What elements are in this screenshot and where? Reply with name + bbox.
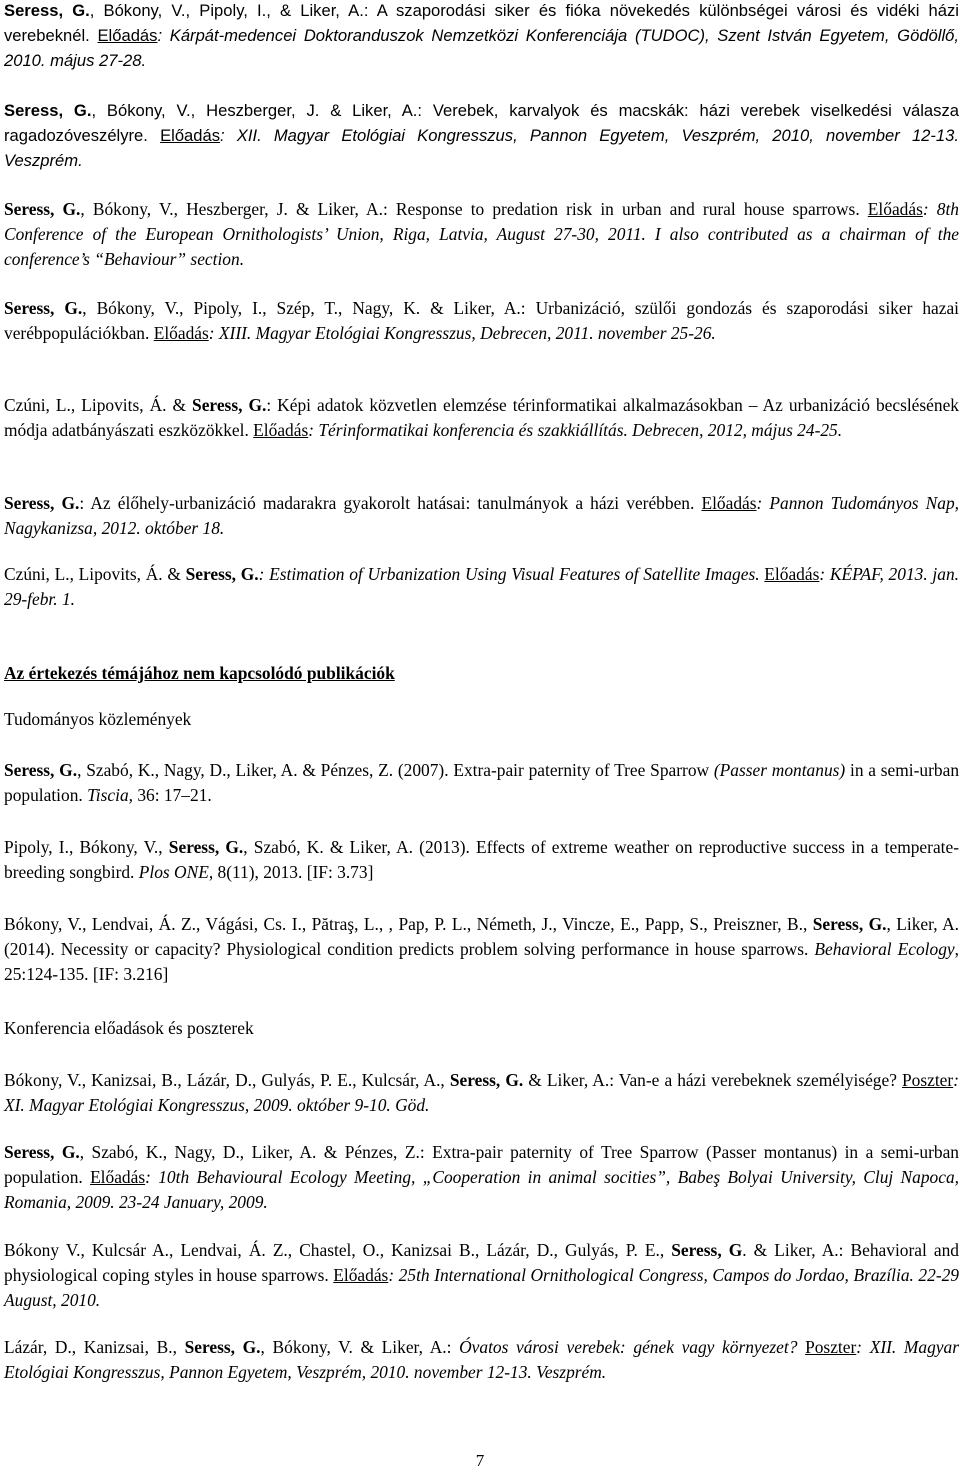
title: : Urbanizáció, szülői gondozás és szaporodási siker hazai verébpopulációkban.: [4, 298, 960, 343]
authors: Bókony, V., Lendvai, Á. Z., Vágási, Cs. I., Pătraş, L., , Pap, P. L., Németh, J., Vincze, E., Papp, S., Preiszner, B.,: [4, 914, 813, 934]
citation: , Bókony, V. & Liker, A.:: [260, 1337, 460, 1357]
author-highlight: Seress, G.: [168, 837, 244, 857]
venue: : 8th Conference of the European Ornithologists’ Union, Riga, Latvia, August 27-30, 2011. I also contributed as a chairman of the conference’s “Behaviour” section.: [4, 199, 959, 269]
venue: : XI. Magyar Etológiai Kongresszus, 2009. október 9-10. Göd.: [4, 1070, 959, 1115]
citation-tail: , 25:124-135. [IF: 3.216]: [4, 939, 959, 984]
journal: Behavioral Ecology: [814, 939, 955, 959]
authors: , Bókony, V., Heszberger, J. & Liker, A.: [80, 199, 383, 219]
citation: . & Liker, A.: Behavioral and physiological coping styles in house sparrows.: [4, 1240, 959, 1285]
citation: in a semi-urban population.: [4, 760, 960, 805]
author-highlight: Seress, G.: [4, 1, 90, 20]
subsection-heading-conferences: Konferencia előadások és poszterek: [4, 1018, 254, 1038]
authors: Czúni, L., Lipovits, Á. &: [4, 564, 186, 584]
reference-entry: [4, 562, 959, 612]
venue: : XII. Magyar Etológiai Kongresszus, Pannon Egyetem, Veszprém, 2010, november 12-13. Veszprém.: [4, 126, 959, 170]
conference-entry: [4, 1140, 959, 1215]
venue: : Térinformatikai konferencia és szakkiállítás. Debrecen, 2012, május 24-25.: [308, 420, 843, 440]
title: : Estimation of Urbanization Using Visual Features of Satellite Images.: [258, 564, 765, 584]
authors: , Bókony, V., Pipoly, I., & Liker, A.: [89, 1, 364, 20]
venue: : Pannon Tudományos Nap, Nagykanizsa, 2012. október 18.: [4, 493, 960, 538]
reference-entry: [4, 491, 959, 541]
conference-entry: [4, 1068, 959, 1118]
reference-entry: [4, 0, 959, 73]
venue: : 10th Behavioural Ecology Meeting, „Cooperation in animal socities”, Babeş Bolyai University, Cluj Napoca, Romania, 2009. 23-24 January, 2009.: [4, 1167, 959, 1212]
author-highlight: Seress, G.: [192, 395, 267, 415]
citation: & Liker, A.: Van-e a házi verebeknek személyisége?: [523, 1070, 902, 1090]
authors: Pipoly, I., Bókony, V.,: [4, 837, 169, 857]
presentation-label: Előadás: [253, 420, 309, 440]
authors: Bókony, V., Kanizsai, B., Lázár, D., Gulyás, P. E., Kulcsár, A.,: [4, 1070, 450, 1090]
conference-entry: [4, 1238, 959, 1313]
reference-entry: [4, 296, 959, 346]
publication-entry: [4, 912, 959, 987]
spacer: [797, 1337, 805, 1357]
conference-entry: [4, 1335, 959, 1385]
authors: Lázár, D., Kanizsai, B.,: [4, 1337, 185, 1357]
venue: : XIII. Magyar Etológiai Kongresszus, Debrecen, 2011. november 25-26.: [208, 323, 716, 343]
publication-entry: [4, 758, 959, 808]
citation: , Szabó, K., Nagy, D., Liker, A. & Pénzes, Z.: Extra-pair paternity of Tree Sparrow (Passer montanus) in a semi-urban population.: [4, 1142, 959, 1187]
title: : Verebek, karvalyok és macskák: házi verebek viselkedési válasza ragadozóveszélyre.: [4, 101, 959, 145]
presentation-label: Előadás: [97, 26, 158, 45]
presentation-label: Előadás: [153, 323, 209, 343]
citation-tail: , 8(11), 2013. [IF: 3.73]: [208, 862, 374, 882]
author-highlight: Seress, G.: [4, 1142, 80, 1162]
reference-entry: [4, 197, 959, 272]
author-highlight: Seress, G.: [812, 914, 887, 934]
citation: , Liker, A. (2014). Necessity or capacity? Physiological condition predicts problem solving performance in house sparrows.: [4, 914, 959, 959]
publication-entry: [4, 835, 959, 885]
journal: Tiscia,: [87, 785, 133, 805]
page-number: 7: [475, 1451, 485, 1470]
citation: , Szabó, K. & Liker, A. (2013). Effects of extreme weather on reproductive success in a temperate-breeding songbird.: [4, 837, 960, 882]
author-highlight: Seress, G.: [449, 1070, 524, 1090]
venue: : XII. Magyar Etológiai Kongresszus, Pannon Egyetem, Veszprém, 2010. november 12-13. Veszprém.: [4, 1337, 959, 1382]
authors: , Bókony, V., Heszberger, J. & Liker, A.: [91, 101, 418, 120]
title: : Response to predation risk in urban and rural house sparrows.: [382, 199, 868, 219]
author-highlight: Seress, G.: [4, 493, 80, 513]
title: : Az élőhely-urbanizáció madarakra gyakorolt hatásai: tanulmányok a házi verébben.: [79, 493, 702, 513]
venue: : 25th International Ornithological Congress, Campos do Jordao, Brazília. 22-29 August, 2010.: [4, 1265, 959, 1310]
author-highlight: Seress, G.: [4, 199, 81, 219]
citation: , Szabó, K., Nagy, D., Liker, A. & Pénzes, Z. (2007). Extra-pair paternity of Tree Sparrow: [77, 760, 714, 780]
subsection-heading-journal-papers: Tudományos közlemények: [4, 709, 192, 729]
reference-entry: [4, 393, 959, 443]
presentation-label: Előadás: [764, 564, 820, 584]
journal: Plos ONE: [138, 862, 209, 882]
presentation-label: Előadás: [333, 1265, 389, 1285]
presentation-label: Előadás: [867, 199, 923, 219]
poster-label: Poszter: [805, 1337, 857, 1357]
venue: : Kárpát-medencei Doktoranduszok Nemzetközi Konferenciája (TUDOC), Szent István Egyetem, Gödöllő, 2010. május 27-28.: [4, 26, 959, 70]
presentation-label: Előadás: [90, 1167, 146, 1187]
author-highlight: Seress, G.: [185, 564, 259, 584]
authors: Bókony V., Kulcsár A., Lendvai, Á. Z., Chastel, O., Kanizsai B., Lázár, D., Gulyás, P. E.,: [4, 1240, 672, 1260]
author-highlight: Seress, G: [671, 1240, 743, 1260]
author-highlight: Seress, G.: [4, 101, 92, 120]
authors: , Bókony, V., Pipoly, I., Szép, T., Nagy, K. & Liker, A.: [82, 298, 521, 318]
title: : A szaporodási siker és fióka növekedés különbségei városi és vidéki házi verebeknél.: [4, 1, 959, 45]
title: : Képi adatok közvetlen elemzése térinformatikai alkalmazásokban – Az urbanizáció becslésének módja adatbányászati eszközökkel.: [4, 395, 959, 440]
venue: : KÉPAF, 2013. jan. 29-febr. 1.: [4, 564, 959, 609]
title: Óvatos városi verebek: gének vagy környezet?: [459, 1337, 798, 1357]
author-highlight: Seress, G.: [184, 1337, 261, 1357]
authors: Czúni, L., Lipovits, Á. &: [4, 395, 193, 415]
citation-tail: 36: 17–21.: [133, 785, 212, 805]
section-heading: Az értekezés témájához nem kapcsolódó publikációk: [4, 663, 395, 683]
author-highlight: Seress, G.: [4, 298, 83, 318]
reference-entry: [4, 98, 959, 173]
species-name: (Passer montanus): [713, 760, 846, 780]
presentation-label: Előadás: [160, 126, 221, 145]
presentation-label: Előadás: [701, 493, 757, 513]
poster-label: Poszter: [902, 1070, 954, 1090]
author-highlight: Seress, G.: [4, 760, 78, 780]
